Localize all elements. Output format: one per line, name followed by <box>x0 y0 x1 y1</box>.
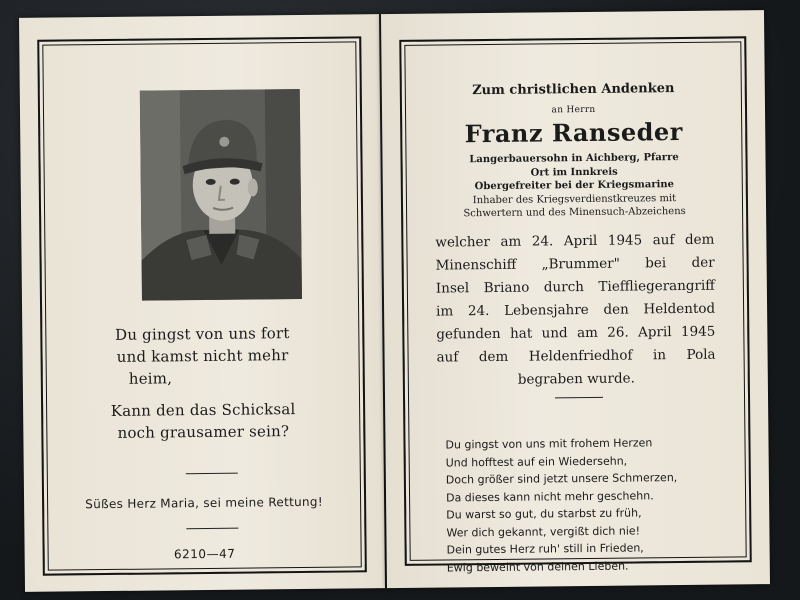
right-poem <box>445 434 719 577</box>
story-line: welcher am 24. April 1945 auf dem <box>435 231 715 251</box>
right-poem-line: Wer dich gekannt, vergißt dich nie! <box>446 523 641 539</box>
story-line: im 24. Lebensjahre den Heldentod <box>436 300 716 320</box>
left-poem-line: und kamst nicht mehr <box>116 346 289 366</box>
divider-rule <box>555 397 603 399</box>
deceased-name: Franz Ranseder <box>464 116 684 149</box>
print-code: 6210—47 <box>173 546 236 562</box>
right-poem-line: Und hofftest auf ein Wiedersehn, <box>445 454 628 469</box>
divider-rule <box>186 528 238 530</box>
soldier-portrait-icon <box>140 89 302 301</box>
story-line: begraben wurde. <box>517 370 635 388</box>
left-poem <box>68 322 337 445</box>
info-line: Inhaber des Kriegsverdienstkreuzes mit <box>472 192 677 206</box>
an-herrn-label: an Herrn <box>551 104 596 116</box>
left-poem-line: Kann den das Schicksal <box>110 400 296 420</box>
story-line: gefunden hat und am 26. April 1945 <box>436 323 716 343</box>
left-border-frame <box>37 36 367 575</box>
right-panel <box>381 10 770 588</box>
right-poem-line: Du warst so gut, du starbst zu früh, <box>446 506 642 522</box>
left-poem-line: Du gingst von uns fort <box>114 324 290 344</box>
right-poem-line: Dein gutes Herz ruh' still in Frieden, <box>446 541 644 557</box>
info-line: Langerbauersohn in Aichberg, Pfarre <box>469 152 679 166</box>
info-line: Ort im Innkreis <box>530 166 618 179</box>
divider-rule <box>186 473 238 475</box>
story-line: Minenschiff „Brummer" bei der <box>435 254 715 274</box>
right-poem-line: Doch größer sind jetzt unsere Schmerzen, <box>445 471 678 487</box>
prayer-text: Süßes Herz Maria, sei meine Rettung! <box>85 494 323 512</box>
left-poem-line: heim, <box>128 369 173 388</box>
right-poem-line: Ewig beweint von deinen Lieben. <box>446 559 629 574</box>
story-line: auf dem Heldenfriedhof in Pola <box>436 346 716 366</box>
story-line: Insel Briano durch Tieffliegerangriff <box>435 277 715 297</box>
memorial-heading: Zum christlichen Andenken <box>472 81 675 99</box>
info-line: Schwertern und des Minensuch-Abzeichens <box>463 205 686 220</box>
memorial-card <box>19 10 770 592</box>
right-border-frame <box>399 36 751 574</box>
right-poem-line: Du gingst von uns mit frohem Herzen <box>445 436 653 452</box>
soldier-portrait-photo <box>140 89 302 301</box>
death-notice <box>435 229 716 393</box>
deceased-info <box>402 150 746 221</box>
left-poem-line: noch grausamer sein? <box>117 422 290 442</box>
right-poem-line: Da dieses kann nicht mehr geschehn. <box>445 488 654 504</box>
info-line: Obergefreiter bei der Kriegsmarine <box>474 179 675 193</box>
left-panel <box>19 14 385 592</box>
